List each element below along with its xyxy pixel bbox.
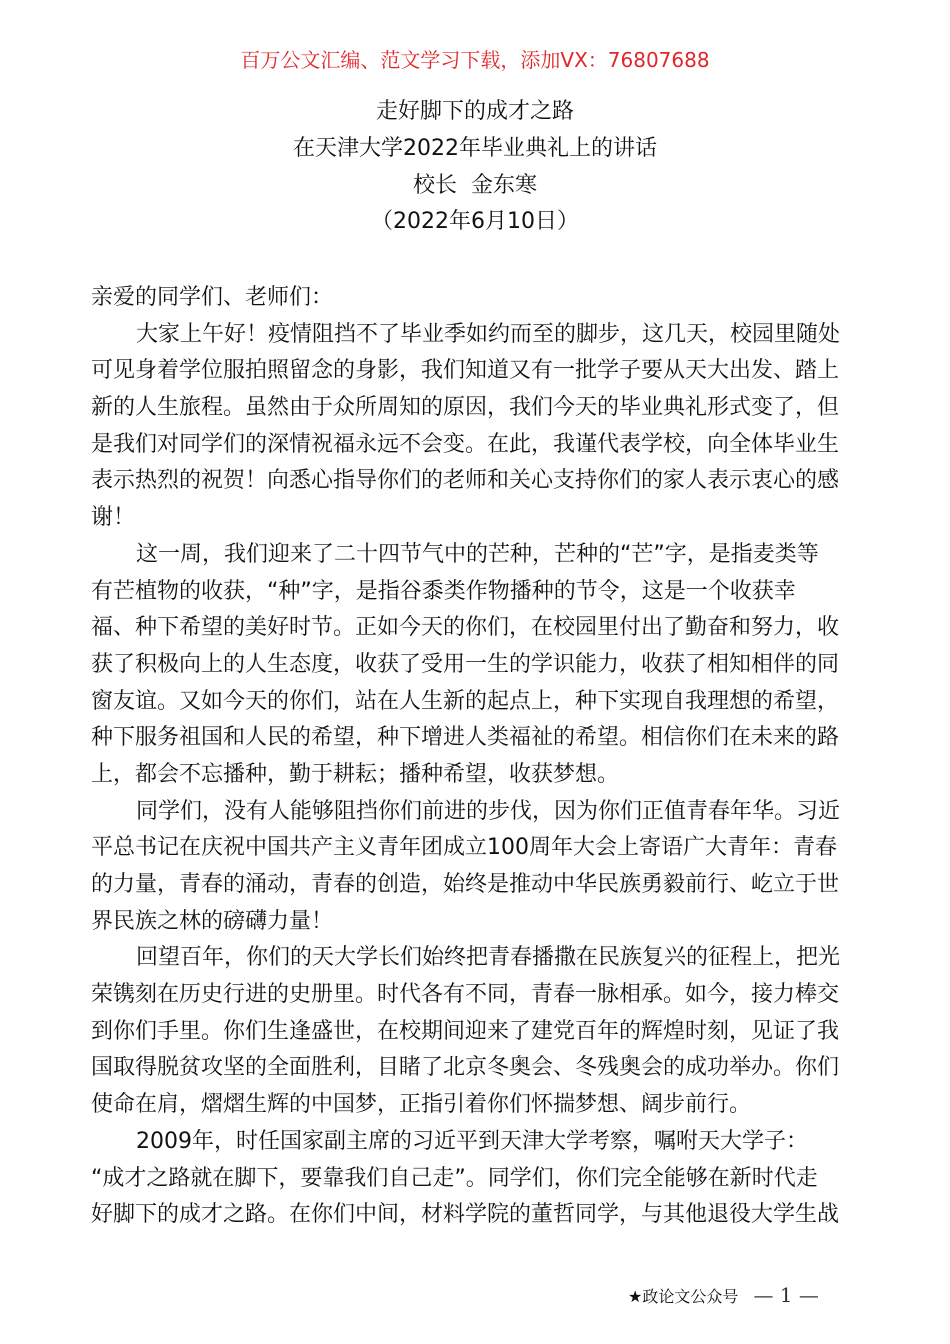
text-line: 新的人生旅程。虽然由于众所周知的原因，我们今天的毕业典礼形式变了，但 (91, 395, 840, 421)
text-line: 福、种下希望的美好时节。正如今天的你们，在校园里付出了勤奋和努力，收 (91, 615, 840, 641)
text-line: 上，都会不忘播种，勤于耕耘；播种希望，收获梦想。 (91, 761, 620, 787)
page-footer (628, 1283, 819, 1309)
watermark-banner: 百万公文汇编、范文学习下载，添加VX：76807688 (240, 48, 710, 72)
text-line: 的力量，青春的涌动，青春的创造，始终是推动中华民族勇毅前行、屹立于世 (91, 872, 840, 897)
text-line: 同学们，没有人能够阻挡你们前进的步伐，因为你们正值青春年华。习近 (136, 798, 841, 824)
text-line: 窗友谊。又如今天的你们，站在人生新的起点上，种下实现自我理想的希望， (91, 688, 840, 714)
text-line: 大家上午好！疫情阻挡不了毕业季如约而至的脚步，这几天，校园里随处 (136, 321, 841, 347)
document-author: 校长 金东寒 (413, 173, 537, 198)
footer-source: ★政论文公众号 (628, 1287, 739, 1306)
text-line: 是我们对同学们的深情祝福永远不会变。在此，我谨代表学校，向全体毕业生 (91, 431, 840, 457)
document-subtitle: 在天津大学2022年毕业典礼上的讲话 (293, 136, 657, 161)
text-line: 亲爱的同学们、老师们： (91, 285, 334, 310)
text-line: 表示热烈的祝贺！向悉心指导你们的老师和关心支持你们的家人表示衷心的感 (91, 468, 840, 494)
text-line: 荣镌刻在历史行进的史册里。时代各有不同，青春一脉相承。如今，接力棒交 (91, 982, 840, 1008)
text-line: 2009年，时任国家副主席的习近平到天津大学考察，嘱咐天大学子： (136, 1128, 808, 1154)
text-line: 可见身着学位服拍照留念的身影，我们知道又有一批学子要从天大出发、踏上 (91, 358, 840, 384)
document-title: 走好脚下的成才之路 (375, 99, 574, 124)
text-line: 好脚下的成才之路。在你们中间，材料学院的董哲同学，与其他退役大学生战 (91, 1202, 840, 1228)
text-line: 获了积极向上的人生态度，收获了受用一生的学识能力，收获了相知相伴的同 (91, 651, 840, 677)
text-line: 平总书记在庆祝中国共产主义青年团成立100周年大会上寄语广大青年：青春 (91, 835, 837, 861)
text-line: 回望百年，你们的天大学长们始终把青春播撒在民族复兴的征程上，把光 (136, 945, 841, 971)
text-line: “成才之路就在脚下，要靠我们自己走”。同学们，你们完全能够在新时代走 (91, 1165, 818, 1191)
document-body (91, 280, 861, 1234)
text-line: 谢！ (91, 505, 136, 531)
text-line: 使命在肩，熠熠生辉的中国梦，正指引着你们怀揣梦想、阔步前行。 (91, 1092, 752, 1118)
text-line: 界民族之林的磅礴力量！ (91, 908, 334, 934)
text-line: 有芒植物的收获，“种”字，是指谷黍类作物播种的节令，这是一个收获幸 (91, 578, 796, 604)
page-number: — 1 — (753, 1283, 819, 1307)
document-date: （2022年6月10日） (371, 209, 579, 234)
text-line: 这一周，我们迎来了二十四节气中的芒种，芒种的“芒”字，是指麦类等 (136, 541, 819, 567)
text-line: 到你们手里。你们生逢盛世，在校期间迎来了建党百年的辉煌时刻，见证了我 (91, 1018, 840, 1044)
text-line: 国取得脱贫攻坚的全面胜利，目睹了北京冬奥会、冬残奥会的成功举办。你们 (91, 1055, 840, 1081)
text-line: 种下服务祖国和人民的希望，种下增进人类福祉的希望。相信你们在未来的路 (91, 725, 840, 751)
